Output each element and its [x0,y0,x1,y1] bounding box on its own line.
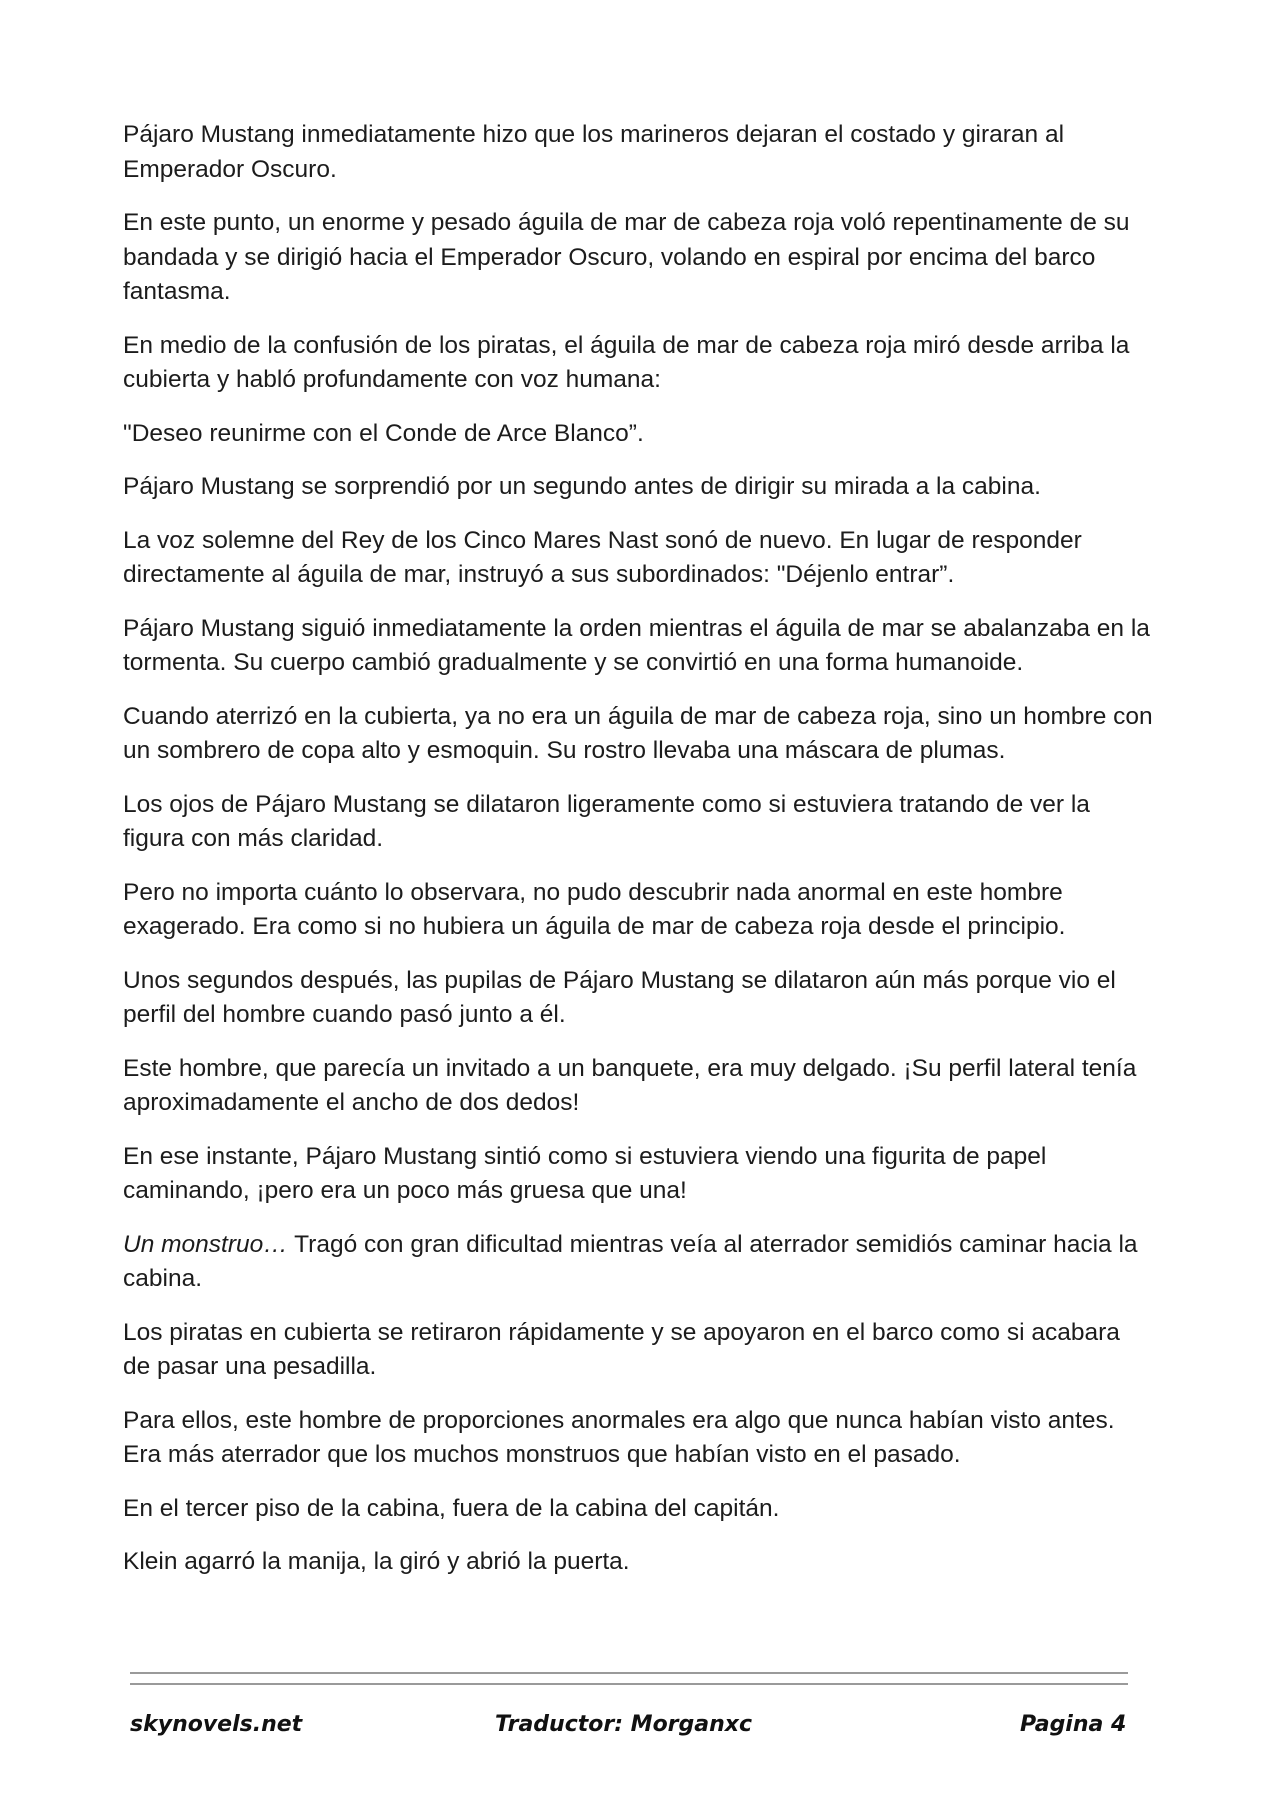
paragraph: En el tercer piso de la cabina, fuera de la cabina del capitán. [123,1494,780,1522]
document-body [123,118,1153,1599]
footer-divider-bottom [130,1683,1128,1685]
paragraph-rest: Tragó con gran dificultad mientras veía al aterrador semidiós caminar hacia la cabina. [123,1230,1138,1292]
footer-translator: Traductor: Morganxc [495,1712,753,1737]
paragraph: Pájaro Mustang se sorprendió por un segundo antes de dirigir su mirada a la cabina. [123,473,1041,500]
paragraph: Los ojos de Pájaro Mustang se dilataron ligeramente como si estuviera tratando de ver la figura con más claridad. [123,790,1090,852]
footer-page-number: Pagina 4 [1020,1712,1127,1737]
paragraph: La voz solemne del Rey de los Cinco Mares Nast sonó de nuevo. En lugar de responder directamente al águila de mar, instruyó a sus subordinados: "Déjenlo entrar”. [123,526,1082,588]
paragraph: Para ellos, este hombre de proporciones anormales era algo que nunca habían visto antes. Era más aterrador que los muchos monstruos que habían visto en el pasado. [123,1406,1115,1468]
paragraph: "Deseo reunirme con el Conde de Arce Blanco”. [123,419,644,447]
paragraph: En medio de la confusión de los piratas, el águila de mar de cabeza roja miró desde arriba la cubierta y habló profundamente con voz humana: [123,331,1130,393]
paragraph: Este hombre, que parecía un invitado a un banquete, era muy delgado. ¡Su perfil lateral tenía aproximadamente el ancho de dos dedos! [123,1054,1137,1116]
paragraph: En ese instante, Pájaro Mustang sintió como si estuviera viendo una figurita de papel caminando, ¡pero era un poco más gruesa que una! [123,1142,1047,1204]
footer-site: skynovels.net [130,1712,303,1737]
paragraph: En este punto, un enorme y pesado águila de mar de cabeza roja voló repentinamente de su bandada y se dirigió hacia el Emperador Oscuro, volando en espiral por encima del barco fantasma. [123,209,1130,305]
paragraph: Los piratas en cubierta se retiraron rápidamente y se apoyaron en el barco como si acabara de pasar una pesadilla. [123,1318,1120,1380]
paragraph: Pájaro Mustang inmediatamente hizo que los marineros dejaran el costado y giraran al Emperador Oscuro. [123,121,1065,183]
paragraph: Pájaro Mustang siguió inmediatamente la orden mientras el águila de mar se abalanzaba en la tormenta. Su cuerpo cambió gradualmente y se convirtió en una forma humanoide. [123,614,1150,676]
paragraph: Pero no importa cuánto lo observara, no pudo descubrir nada anormal en este hombre exagerado. Era como si no hubiera un águila de mar de cabeza roja desde el principio. [123,878,1066,940]
paragraph: Klein agarró la manija, la giró y abrió la puerta. [123,1548,630,1575]
paragraph: Unos segundos después, las pupilas de Pájaro Mustang se dilataron aún más porque vio el perfil del hombre cuando pasó junto a él. [123,966,1116,1028]
paragraph-with-italic [123,1228,1153,1297]
paragraph: Cuando aterrizó en la cubierta, ya no era un águila de mar de cabeza roja, sino un hombre con un sombrero de copa alto y esmoquin. Su rostro llevaba una máscara de plumas. [123,702,1153,764]
footer-divider-top [130,1672,1128,1674]
italic-phrase: Un monstruo… [123,1230,288,1258]
